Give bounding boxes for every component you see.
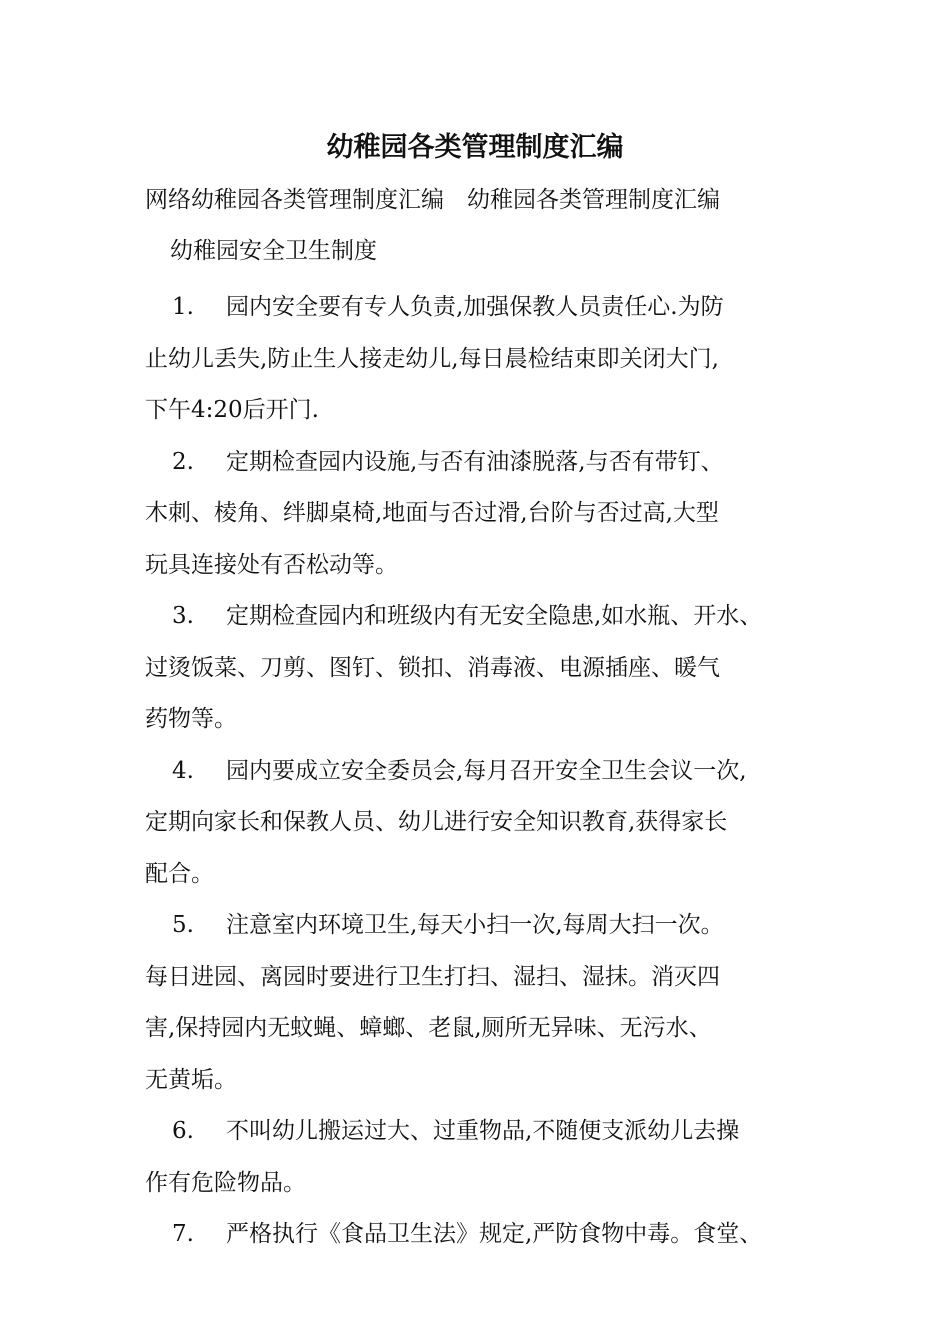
rule-text: 每日进园、离园时要进行卫生打扫、湿扫、湿抹。消灭四: [145, 963, 720, 990]
rule-text: 木刺、棱角、绊脚桌椅,地面与否过滑,台阶与否过高,大型: [145, 500, 719, 526]
rule-item: [145, 1209, 835, 1261]
rule-line: [145, 334, 835, 386]
rule-line: [145, 1158, 835, 1210]
rule-item: [145, 282, 835, 437]
rule-text: 作有危险物品。: [145, 1169, 306, 1196]
rule-text: 园内安全要有专人负责,加强保教人员责任心.为防: [226, 294, 724, 320]
rule-item: [145, 437, 835, 592]
rule-text: 园内要成立安全委员会,每月召开安全卫生会议一次,: [226, 757, 747, 784]
rule-number: 3.: [172, 603, 194, 629]
rule-text: 止幼儿丢失,防止生人接走幼儿,每日晨检结束即关闭大门,: [145, 345, 719, 372]
rule-line: [145, 437, 835, 489]
rule-number: 1.: [172, 294, 194, 320]
rule-number: 2.: [172, 448, 194, 475]
rule-number: 6.: [172, 1118, 194, 1144]
rule-line: [145, 900, 835, 952]
rule-item: [145, 746, 835, 901]
rule-line: [145, 1003, 835, 1055]
rule-number: 7.: [172, 1221, 194, 1247]
rule-line: [145, 694, 835, 746]
rule-text: 过烫饭菜、刀剪、图钉、锁扣、消毒液、电源插座、暖气: [145, 654, 720, 681]
rule-item: [145, 900, 835, 1106]
rule-text: 下午4:20后开门.: [145, 397, 319, 423]
document-subtitle: 网络幼稚园各类管理制度汇编 幼稚园各类管理制度汇编: [145, 187, 720, 213]
rule-line: [145, 849, 835, 901]
rule-text: 害,保持园内无蚊蝇、蟑螂、老鼠,厕所无异味、无污水、: [145, 1015, 712, 1041]
rule-line: [145, 385, 835, 437]
rule-line: [145, 1209, 835, 1261]
rule-line: [145, 1106, 835, 1158]
rule-number: 4.: [172, 757, 194, 784]
rule-text: 定期检查园内和班级内有无安全隐患,如水瓶、开水、: [226, 603, 763, 629]
rule-item: [145, 1106, 835, 1209]
rule-text: 定期向家长和保教人员、幼儿进行安全知识教育,获得家长: [145, 809, 728, 835]
rule-line: [145, 952, 835, 1004]
section-heading: 幼稚园安全卫生制度: [170, 238, 377, 264]
rule-line: [145, 746, 835, 798]
rule-text: 无黄垢。: [145, 1066, 237, 1093]
rule-line: [145, 643, 835, 695]
rule-text: 配合。: [145, 860, 214, 887]
rule-line: [145, 1055, 835, 1107]
rule-text: 注意室内环境卫生,每天小扫一次,每周大扫一次。: [226, 912, 724, 938]
rule-line: [145, 540, 835, 592]
rule-number: 5.: [172, 912, 194, 938]
rule-text: 不叫幼儿搬运过大、过重物品,不随便支派幼儿去操: [226, 1118, 740, 1144]
rule-text: 玩具连接处有否松动等。: [145, 551, 398, 578]
rule-text: 药物等。: [145, 706, 237, 732]
rule-text: 严格执行《食品卫生法》规定,严防食物中毒。食堂、: [226, 1221, 763, 1247]
rule-text: 定期检查园内设施,与否有油漆脱落,与否有带钉、: [226, 448, 724, 475]
rule-line: [145, 282, 835, 334]
document-title: 幼稚园各类管理制度汇编: [326, 132, 624, 163]
rule-line: [145, 591, 835, 643]
rule-line: [145, 488, 835, 540]
rule-item: [145, 591, 835, 746]
rules-list: [145, 282, 835, 1261]
rule-line: [145, 797, 835, 849]
